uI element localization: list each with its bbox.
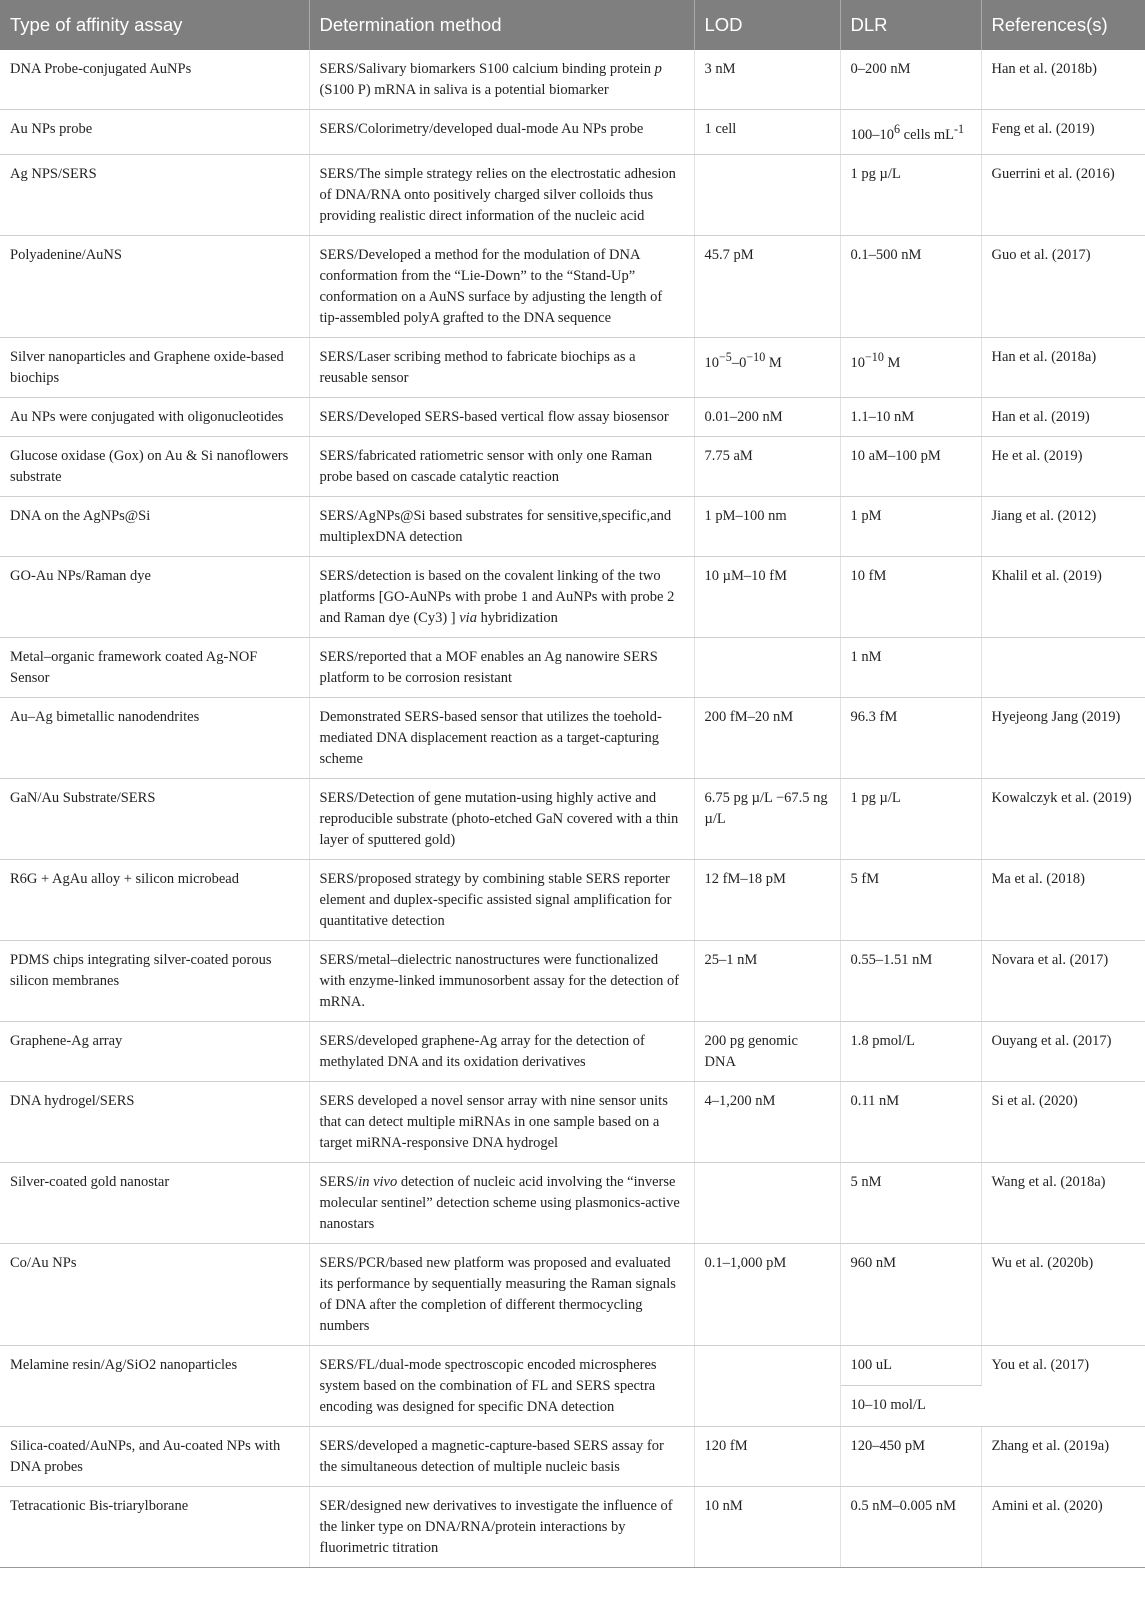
cell-dlr: 5 nM — [840, 1162, 981, 1243]
table-row — [0, 940, 1145, 1021]
cell-ref: Guo et al. (2017) — [981, 235, 1145, 337]
cell-method: SERS/fabricated ratiometric sensor with only one Raman probe based on cascade catalytic reaction — [309, 436, 694, 496]
cell-dlr: 10 aM–100 pM — [840, 436, 981, 496]
cell-method: SER/designed new derivatives to investigate the influence of the linker type on DNA/RNA/protein interactions by fluorimetric titration — [309, 1486, 694, 1567]
cell-type: Silver-coated gold nanostar — [0, 1162, 309, 1243]
cell-ref: Guerrini et al. (2016) — [981, 154, 1145, 235]
cell-ref: Wu et al. (2020b) — [981, 1243, 1145, 1345]
header-method: Determination method — [309, 0, 694, 50]
cell-ref: Ma et al. (2018) — [981, 859, 1145, 940]
cell-type: Au NPs probe — [0, 110, 309, 155]
cell-method: SERS/in vivo detection of nucleic acid involving the “inverse molecular sentinel” detection scheme using plasmonics-active nanostars — [309, 1162, 694, 1243]
cell-type: Graphene-Ag array — [0, 1021, 309, 1081]
cell-lod: 200 pg genomic DNA — [694, 1021, 840, 1081]
cell-ref: Ouyang et al. (2017) — [981, 1021, 1145, 1081]
cell-ref: Wang et al. (2018a) — [981, 1162, 1145, 1243]
cell-ref: Amini et al. (2020) — [981, 1486, 1145, 1567]
table-row — [0, 637, 1145, 697]
cell-lod: $10^{-5}-0^{-10}$ M — [694, 337, 840, 397]
cell-lod: 0.01–200 nM — [694, 397, 840, 436]
cell-method: SERS/developed a magnetic-capture-based SERS assay for the simultaneous detection of multiple nucleic basis — [309, 1426, 694, 1486]
table-row — [0, 235, 1145, 337]
cell-lod: 10 nM — [694, 1486, 840, 1567]
cell-dlr: 120–450 pM — [840, 1426, 981, 1486]
cell-dlr: 0.11 nM — [840, 1081, 981, 1162]
cell-ref: Hyejeong Jang (2019) — [981, 697, 1145, 778]
cell-lod: 200 fM–20 nM — [694, 697, 840, 778]
table-row — [0, 397, 1145, 436]
table-row — [0, 50, 1145, 110]
cell-ref: He et al. (2019) — [981, 436, 1145, 496]
cell-lod — [694, 1345, 840, 1426]
cell-method: SERS/Developed a method for the modulation of DNA conformation from the “Lie-Down” to the “Stand-Up” conformation on a AuNS surface by adjusting the length of tip-assembled polyA grafted to the DNA sequence — [309, 235, 694, 337]
cell-dlr: 0.55–1.51 nM — [840, 940, 981, 1021]
cell-type: Au–Ag bimetallic nanodendrites — [0, 697, 309, 778]
table-row — [0, 859, 1145, 940]
cell-ref: Zhang et al. (2019a) — [981, 1426, 1145, 1486]
table-row — [0, 556, 1145, 637]
table-row — [0, 1345, 1145, 1386]
cell-lod: 1 cell — [694, 110, 840, 155]
cell-method: SERS/Developed SERS-based vertical flow assay biosensor — [309, 397, 694, 436]
cell-method: SERS/AgNPs@Si based substrates for sensitive,specific,and multiplexDNA detection — [309, 496, 694, 556]
cell-dlr: 1.8 pmol/L — [840, 1021, 981, 1081]
table-row — [0, 496, 1145, 556]
cell-lod: 12 fM–18 pM — [694, 859, 840, 940]
cell-method: SERS/metal–dielectric nanostructures were functionalized with enzyme-linked immunosorbent assay for the detection of mRNA. — [309, 940, 694, 1021]
table-row — [0, 697, 1145, 778]
cell-ref: Jiang et al. (2012) — [981, 496, 1145, 556]
header-dlr: DLR — [840, 0, 981, 50]
cell-ref: Khalil et al. (2019) — [981, 556, 1145, 637]
cell-method: SERS/detection is based on the covalent linking of the two platforms [GO-AuNPs with probe 1 and AuNPs with probe 2 and Raman dye (Cy3) ] via hybridization — [309, 556, 694, 637]
header-references: References(s) — [981, 0, 1145, 50]
cell-method: SERS/Detection of gene mutation-using highly active and reproducible substrate (photo-etched GaN covered with a thin layer of sputtered gold) — [309, 778, 694, 859]
cell-type: Tetracationic Bis-triarylborane — [0, 1486, 309, 1567]
cell-ref: You et al. (2017) — [981, 1345, 1145, 1426]
cell-type: Melamine resin/Ag/SiO2 nanoparticles — [0, 1345, 309, 1426]
cell-lod: 120 fM — [694, 1426, 840, 1486]
cell-type: DNA hydrogel/SERS — [0, 1081, 309, 1162]
cell-dlr: 1 pg µ/L — [840, 778, 981, 859]
cell-ref: Kowalczyk et al. (2019) — [981, 778, 1145, 859]
cell-lod: 25–1 nM — [694, 940, 840, 1021]
cell-dlr: 96.3 fM — [840, 697, 981, 778]
cell-method: SERS developed a novel sensor array with nine sensor units that can detect multiple miRNAs in one sample based on a target miRNA-responsive DNA hydrogel — [309, 1081, 694, 1162]
cell-lod: 4–1,200 nM — [694, 1081, 840, 1162]
cell-method: SERS/FL/dual-mode spectroscopic encoded microspheres system based on the combination of FL and SERS spectra encoding was designed for specific DNA detection — [309, 1345, 694, 1426]
cell-dlr: $10^{-10}$ M — [840, 337, 981, 397]
cell-dlr: 0–200 nM — [840, 50, 981, 110]
cell-lod: 10 µM–10 fM — [694, 556, 840, 637]
cell-dlr: 10 fM — [840, 556, 981, 637]
table-header-row — [0, 0, 1145, 50]
table-row — [0, 1486, 1145, 1567]
cell-type: DNA Probe-conjugated AuNPs — [0, 50, 309, 110]
cell-type: PDMS chips integrating silver-coated porous silicon membranes — [0, 940, 309, 1021]
table-row — [0, 154, 1145, 235]
table-row — [0, 110, 1145, 155]
cell-method: SERS/PCR/based new platform was proposed and evaluated its performance by sequentially measuring the Raman signals of DNA after the completion of different thermocycling numbers — [309, 1243, 694, 1345]
cell-type: Metal–organic framework coated Ag-NOF Sensor — [0, 637, 309, 697]
table-row — [0, 1243, 1145, 1345]
cell-type: R6G + AgAu alloy + silicon microbead — [0, 859, 309, 940]
cell-type: Polyadenine/AuNS — [0, 235, 309, 337]
cell-lod — [694, 637, 840, 697]
cell-method: SERS/Laser scribing method to fabricate biochips as a reusable sensor — [309, 337, 694, 397]
cell-ref: Novara et al. (2017) — [981, 940, 1145, 1021]
cell-ref — [981, 637, 1145, 697]
header-lod: LOD — [694, 0, 840, 50]
table-row — [0, 1426, 1145, 1486]
table-row — [0, 337, 1145, 397]
cell-type: Ag NPS/SERS — [0, 154, 309, 235]
cell-ref: Han et al. (2018a) — [981, 337, 1145, 397]
table-row — [0, 778, 1145, 859]
cell-lod: 3 nM — [694, 50, 840, 110]
cell-dlr: 1 pM — [840, 496, 981, 556]
cell-ref: Si et al. (2020) — [981, 1081, 1145, 1162]
cell-ref: Han et al. (2019) — [981, 397, 1145, 436]
cell-lod: 6.75 pg µ/L −67.5 ng µ/L — [694, 778, 840, 859]
cell-dlr: 5 fM — [840, 859, 981, 940]
cell-method: SERS/The simple strategy relies on the electrostatic adhesion of DNA/RNA onto positively charged silver colloids thus providing realistic direct information of the nucleic acid — [309, 154, 694, 235]
cell-dlr: 960 nM — [840, 1243, 981, 1345]
cell-dlr: 10–10 mol/L — [840, 1386, 981, 1427]
cell-type: Glucose oxidase (Gox) on Au & Si nanoflowers substrate — [0, 436, 309, 496]
cell-type: Au NPs were conjugated with oligonucleotides — [0, 397, 309, 436]
table-row — [0, 1081, 1145, 1162]
cell-method: SERS/reported that a MOF enables an Ag nanowire SERS platform to be corrosion resistant — [309, 637, 694, 697]
cell-type: GaN/Au Substrate/SERS — [0, 778, 309, 859]
cell-ref: Han et al. (2018b) — [981, 50, 1145, 110]
cell-lod — [694, 154, 840, 235]
cell-method: SERS/proposed strategy by combining stable SERS reporter element and duplex-specific assisted signal amplification for quantitative detection — [309, 859, 694, 940]
cell-type: Silver nanoparticles and Graphene oxide-based biochips — [0, 337, 309, 397]
header-type: Type of affinity assay — [0, 0, 309, 50]
cell-type: Co/Au NPs — [0, 1243, 309, 1345]
cell-lod: 1 pM–100 nm — [694, 496, 840, 556]
cell-type: GO-Au NPs/Raman dye — [0, 556, 309, 637]
cell-dlr: 100 uL — [840, 1345, 981, 1386]
cell-dlr: 1.1–10 nM — [840, 397, 981, 436]
cell-method: Demonstrated SERS-based sensor that utilizes the toehold-mediated DNA displacement reaction as a target-capturing scheme — [309, 697, 694, 778]
cell-lod: 45.7 pM — [694, 235, 840, 337]
cell-lod: 0.1–1,000 pM — [694, 1243, 840, 1345]
cell-ref: Feng et al. (2019) — [981, 110, 1145, 155]
cell-lod — [694, 1162, 840, 1243]
table-row — [0, 1021, 1145, 1081]
cell-type: DNA on the AgNPs@Si — [0, 496, 309, 556]
cell-method: SERS/Salivary biomarkers S100 calcium binding protein p (S100 P) mRNA in saliva is a potential biomarker — [309, 50, 694, 110]
cell-dlr: 0.5 nM–0.005 nM — [840, 1486, 981, 1567]
cell-lod: 7.75 aM — [694, 436, 840, 496]
cell-dlr: 1 nM — [840, 637, 981, 697]
cell-method: SERS/Colorimetry/developed dual-mode Au NPs probe — [309, 110, 694, 155]
table-row — [0, 1162, 1145, 1243]
table-row — [0, 436, 1145, 496]
cell-dlr: $100-10^6$ cells $mL^{-1}$ — [840, 110, 981, 155]
cell-method: SERS/developed graphene-Ag array for the detection of methylated DNA and its oxidation derivatives — [309, 1021, 694, 1081]
cell-type: Silica-coated/AuNPs, and Au-coated NPs with DNA probes — [0, 1426, 309, 1486]
cell-dlr: 0.1–500 nM — [840, 235, 981, 337]
cell-dlr: 1 pg µ/L — [840, 154, 981, 235]
